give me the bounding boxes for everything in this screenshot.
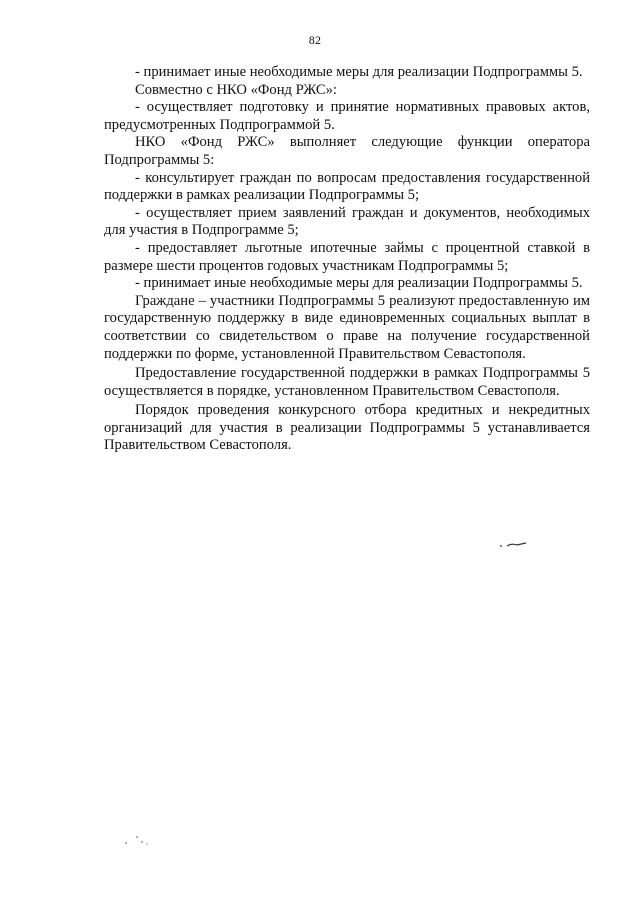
- paragraph: - осуществляет подготовку и принятие нормативных правовых актов, предусмотренных Подпрограммой 5.: [104, 99, 590, 133]
- document-body: [104, 64, 590, 455]
- scan-artifact-stroke: [498, 540, 528, 550]
- paragraph: Граждане – участники Подпрограммы 5 реализуют предоставленную им государственную поддержку в виде единовременных социальных выплат в соответствии со свидетельством о праве на получение государственной поддержки по форме, установленной Правительством Севастополя.: [104, 292, 590, 362]
- scan-artifact-dots: [123, 833, 153, 847]
- paragraph: НКО «Фонд РЖС» выполняет следующие функции оператора Подпрограммы 5:: [104, 134, 590, 168]
- page-number: 82: [308, 33, 322, 47]
- paragraph: - принимает иные необходимые меры для реализации Подпрограммы 5.: [135, 64, 583, 80]
- paragraph: Предоставление государственной поддержки в рамках Подпрограммы 5 осуществляется в порядке, установленном Правительством Севастополя.: [104, 365, 590, 399]
- paragraph: Совместно с НКО «Фонд РЖС»:: [135, 81, 337, 98]
- paragraph: - предоставляет льготные ипотечные займы с процентной ставкой в размере шести процентов годовых участникам Подпрограммы 5;: [104, 239, 590, 274]
- paragraph: Порядок проведения конкурсного отбора кредитных и некредитных организаций для участия в реализации Подпрограммы 5 устанавливается Правительством Севастополя.: [104, 402, 590, 454]
- paragraph: - принимает иные необходимые меры для реализации Подпрограммы 5.: [135, 275, 583, 292]
- paragraph: - осуществляет прием заявлений граждан и документов, необходимых для участия в Подпрограмме 5;: [104, 204, 590, 239]
- paragraph: - консультирует граждан по вопросам предоставления государственной поддержки в рамках реализации Подпрограммы 5;: [104, 169, 590, 204]
